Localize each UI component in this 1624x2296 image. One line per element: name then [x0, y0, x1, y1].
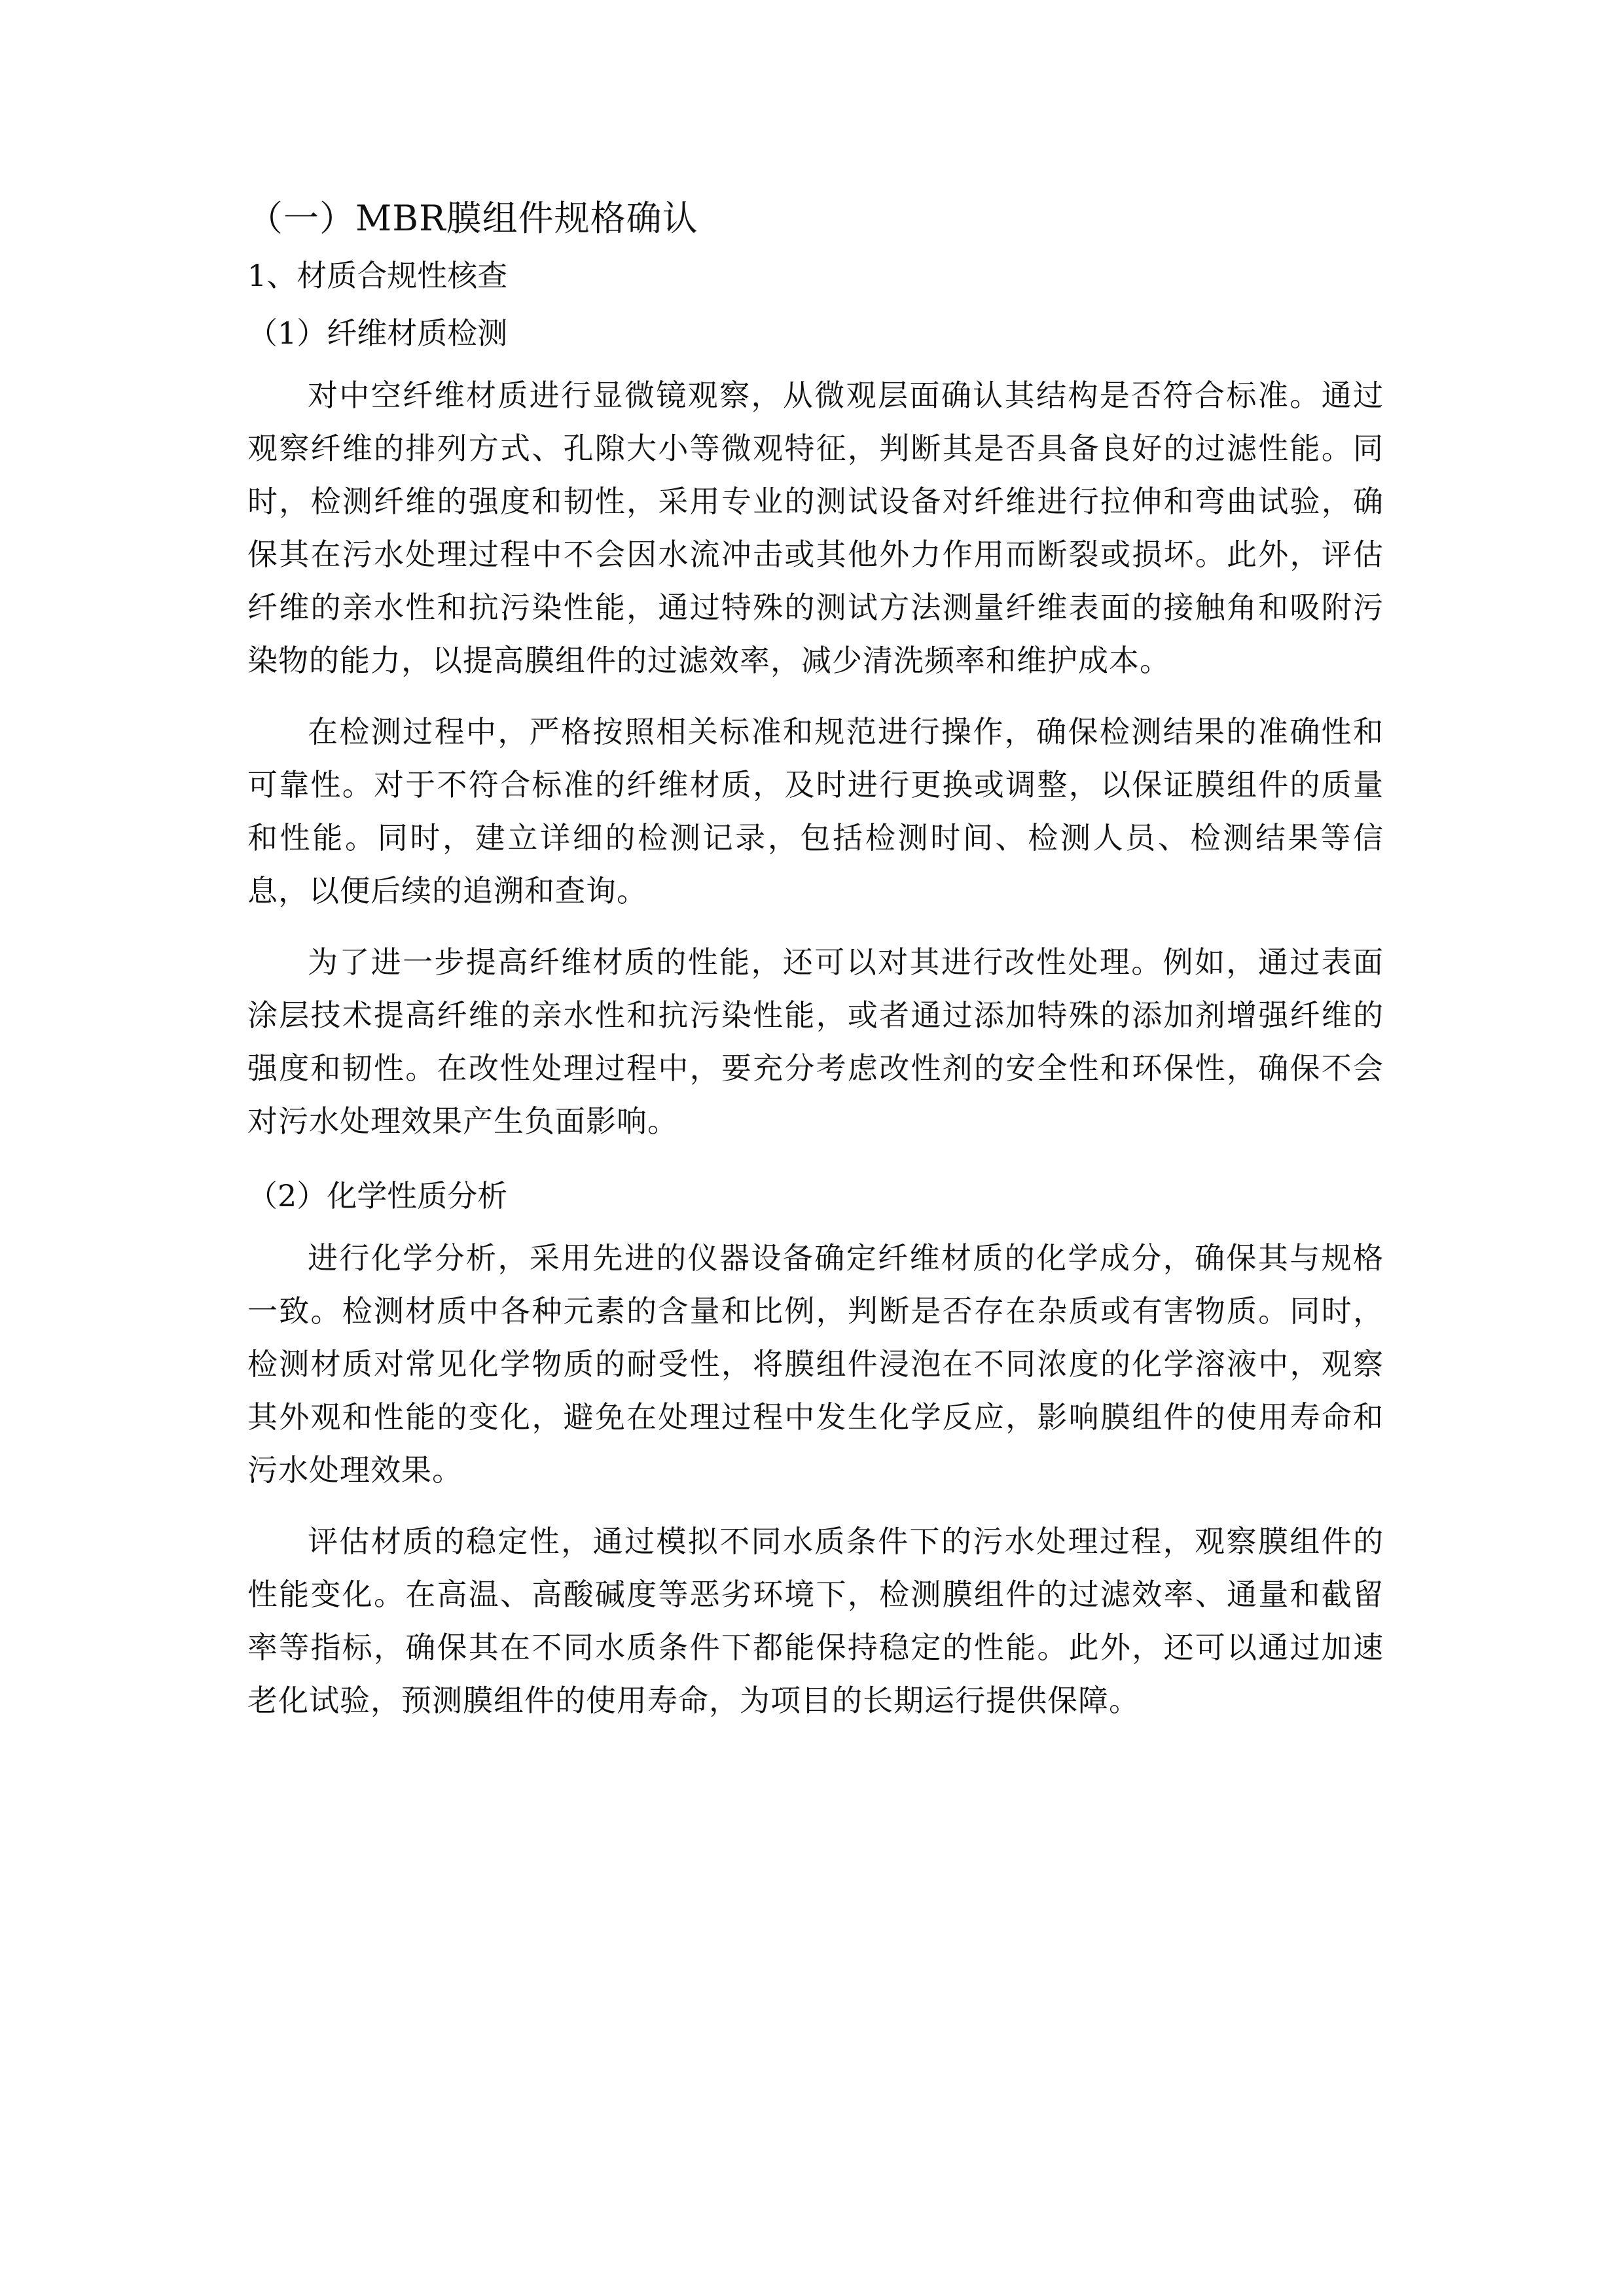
paragraph: 进行化学分析，采用先进的仪器设备确定纤维材质的化学成分，确保其与规格一致。检测材质中各种元素的含量和比例，判断是否存在杂质或有害物质。同时，检测材质对常见化学物质的耐受性，将膜组件浸泡在不同浓度的化学溶液中，观察其外观和性能的变化，避免在处理过程中发生化学反应，影响膜组件的使用寿命和污水处理效果。	[247, 1240, 1384, 1488]
document-body	[247, 195, 1384, 1746]
paragraph: 对中空纤维材质进行显微镜观察，从微观层面确认其结构是否符合标准。通过观察纤维的排列方式、孔隙大小等微观特征，判断其是否具备良好的过滤性能。同时，检测纤维的强度和韧性，采用专业的测试设备对纤维进行拉伸和弯曲试验，确保其在污水处理过程中不会因水流冲击或其他外力作用而断裂或损坏。此外，评估纤维的亲水性和抗污染性能，通过特殊的测试方法测量纤维表面的接触角和吸附污染物的能力，以提高膜组件的过滤效率，减少清洗频率和维护成本。	[247, 378, 1384, 678]
subsection-title: 1、材质合规性核查	[247, 258, 508, 293]
paragraph: 为了进一步提高纤维材质的性能，还可以对其进行改性处理。例如，通过表面涂层技术提高纤维的亲水性和抗污染性能，或者通过添加特殊的添加剂增强纤维的强度和韧性。在改性处理过程中，要充分考虑改性剂的安全性和环保性，确保不会对污水处理效果产生负面影响。	[247, 944, 1384, 1139]
item-heading-fiber-material: （1）纤维材质检测	[247, 315, 508, 351]
section-title: （一）MBR膜组件规格确认	[247, 198, 698, 239]
paragraph: 在检测过程中，严格按照相关标准和规范进行操作，确保检测结果的准确性和可靠性。对于不符合标准的纤维材质，及时进行更换或调整，以保证膜组件的质量和性能。同时，建立详细的检测记录，包括检测时间、检测人员、检测结果等信息，以便后续的追溯和查询。	[247, 714, 1384, 908]
paragraph: 评估材质的稳定性，通过模拟不同水质条件下的污水处理过程，观察膜组件的性能变化。在高温、高酸碱度等恶劣环境下，检测膜组件的过滤效率、通量和截留率等指标，确保其在不同水质条件下都能保持稳定的性能。此外，还可以通过加速老化试验，预测膜组件的使用寿命，为项目的长期运行提供保障。	[247, 1524, 1384, 1718]
item-heading-chemical-analysis: （2）化学性质分析	[247, 1178, 508, 1213]
